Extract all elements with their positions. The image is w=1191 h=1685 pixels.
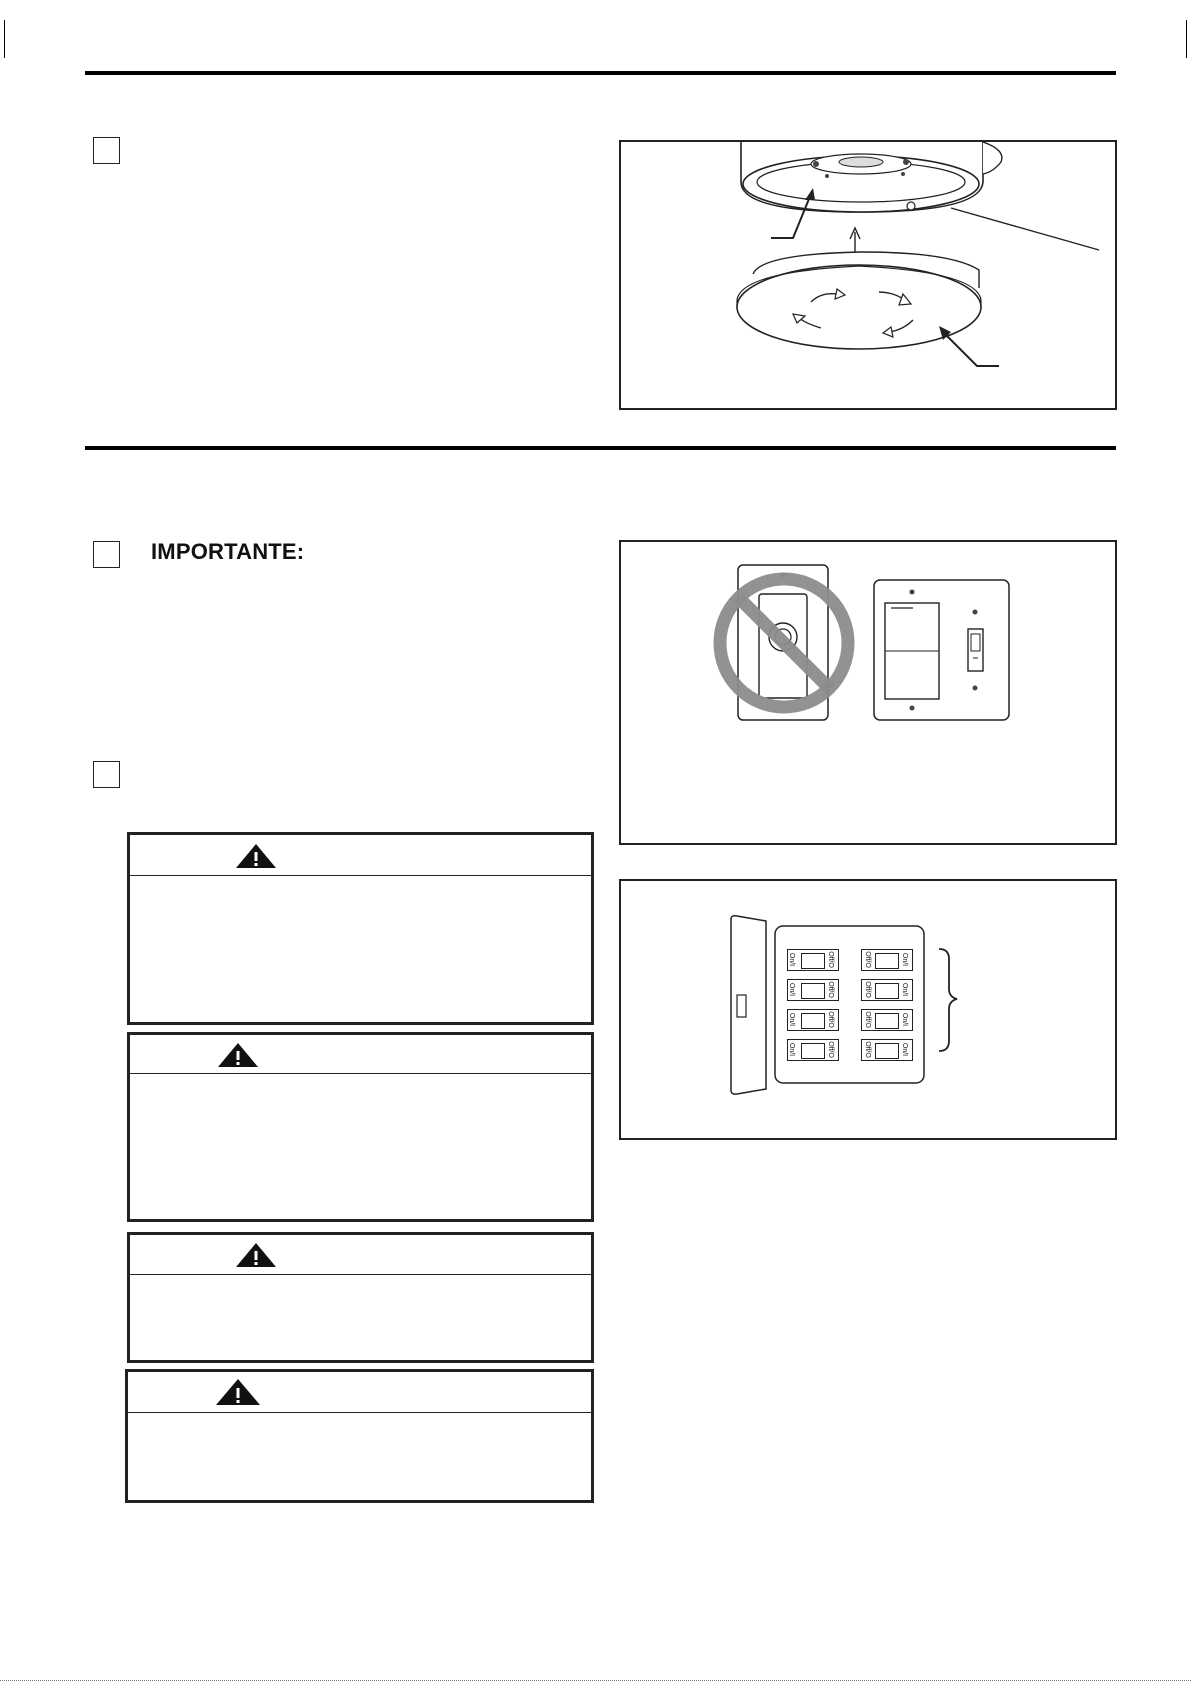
wall-controls-illustration [621,542,1115,843]
step-checkbox-3[interactable] [93,761,120,788]
warning-header [128,1372,591,1413]
breaker-on-label: On/I [788,1042,796,1057]
breaker-off-label: Off/O [863,1011,871,1028]
figure-canopy-cover [619,140,1117,410]
breaker-toggle [875,983,899,999]
breaker-off-label: Off/O [826,951,834,968]
breaker-on-label: On/I [901,952,909,967]
breaker-on-label: On/I [788,1012,796,1027]
breaker-toggle [801,983,825,999]
breaker-toggle [801,1013,825,1029]
warning-triangle-icon [215,1378,261,1406]
warning-header [130,835,591,876]
breaker-switch-right[interactable] [861,949,913,971]
figure-breaker-panel [619,879,1117,1140]
breaker-switch-left[interactable] [787,1009,839,1031]
breaker-row [787,949,913,973]
breaker-off-label: Off/O [863,981,871,998]
canopy-cover-illustration [621,142,1115,408]
breaker-off-label: Off/O [826,1041,834,1058]
breaker-switch-left[interactable] [787,979,839,1001]
breaker-switch-right[interactable] [861,1039,913,1061]
step-checkbox-1[interactable] [93,137,120,164]
warning-triangle-icon [235,843,277,869]
bottom-trim-line [0,1680,1191,1681]
warning-box-1 [127,832,594,1025]
section-divider-rule [85,446,1116,450]
warning-box-4 [125,1369,594,1503]
breaker-switch-left[interactable] [787,1039,839,1061]
crop-mark [4,20,5,58]
warning-triangle-icon [235,1242,277,1268]
breaker-row [787,1009,913,1033]
breaker-toggle [875,1013,899,1029]
step-checkbox-2[interactable] [93,541,120,568]
breaker-off-label: Off/O [826,1011,834,1028]
breaker-row [787,979,913,1003]
breaker-switch-right[interactable] [861,979,913,1001]
breaker-on-label: On/I [788,952,796,967]
breaker-toggle [875,1043,899,1059]
breaker-switch-right[interactable] [861,1009,913,1031]
figure-wall-controls [619,540,1117,845]
breaker-toggle [801,1043,825,1059]
breaker-switch-left[interactable] [787,949,839,971]
warning-header [130,1235,591,1275]
breaker-row [787,1039,913,1063]
warning-header [130,1035,591,1074]
warning-box-2 [127,1032,594,1222]
breaker-on-label: On/I [901,1042,909,1057]
warning-box-3 [127,1232,594,1363]
breaker-on-label: On/I [901,982,909,997]
breaker-off-label: Off/O [863,951,871,968]
breaker-off-label: Off/O [826,981,834,998]
breaker-toggle [875,953,899,969]
crop-mark [1186,20,1187,58]
important-heading: IMPORTANTE: [151,539,305,564]
breaker-on-label: On/I [788,982,796,997]
breaker-on-label: On/I [901,1012,909,1027]
warning-triangle-icon [217,1042,259,1068]
breaker-off-label: Off/O [863,1041,871,1058]
top-rule [85,71,1116,75]
breaker-toggle [801,953,825,969]
